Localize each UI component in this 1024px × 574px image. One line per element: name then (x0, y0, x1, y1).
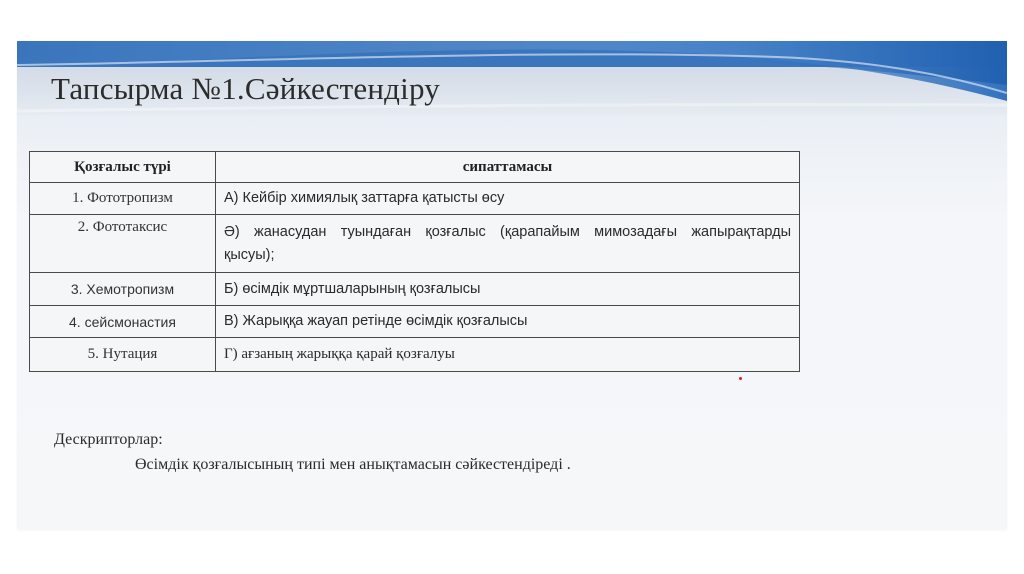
table-row (30, 215, 800, 273)
movement-type-cell: 3. Хемотропизм (30, 273, 216, 306)
description-cell: Г) ағзаның жарыққа қарай қозғалуы (215, 338, 799, 372)
table-row (30, 306, 800, 338)
column-header-description: сипаттамасы (215, 152, 799, 183)
stray-mark (739, 377, 742, 380)
table-row (30, 183, 800, 215)
description-cell: Ә) жанасудан туындаған қозғалыс (қарапайым мимозадағы жапырақтарды қысуы); (215, 215, 799, 273)
slide-title: Тапсырма №1.Сәйкестендіру (51, 71, 440, 106)
table-row (30, 273, 800, 306)
description-cell: Б) өсімдік мұртшаларының қозғалысы (215, 273, 799, 306)
descriptors-label: Дескрипторлар: (54, 431, 163, 448)
movement-type-cell: 5. Нутация (30, 338, 216, 372)
slide-header-band (17, 41, 1007, 115)
column-header-movement-type: Қозғалыс түрі (30, 152, 216, 183)
matching-table (29, 151, 800, 372)
description-cell: В) Жарыққа жауап ретінде өсімдік қозғалысы (215, 306, 799, 338)
movement-type-cell: 1. Фототропизм (30, 183, 216, 215)
table-row (30, 338, 800, 372)
table-header-row (30, 152, 800, 183)
presentation-slide (17, 41, 1007, 530)
movement-type-cell: 4. сейсмонастия (30, 306, 216, 338)
descriptors-text: Өсімдік қозғалысының типі мен анықтамасын сәйкестендіреді . (135, 456, 571, 473)
description-cell: А) Кейбір химиялық заттарға қатысты өсу (215, 183, 799, 215)
movement-type-cell: 2. Фототаксис (30, 215, 216, 273)
